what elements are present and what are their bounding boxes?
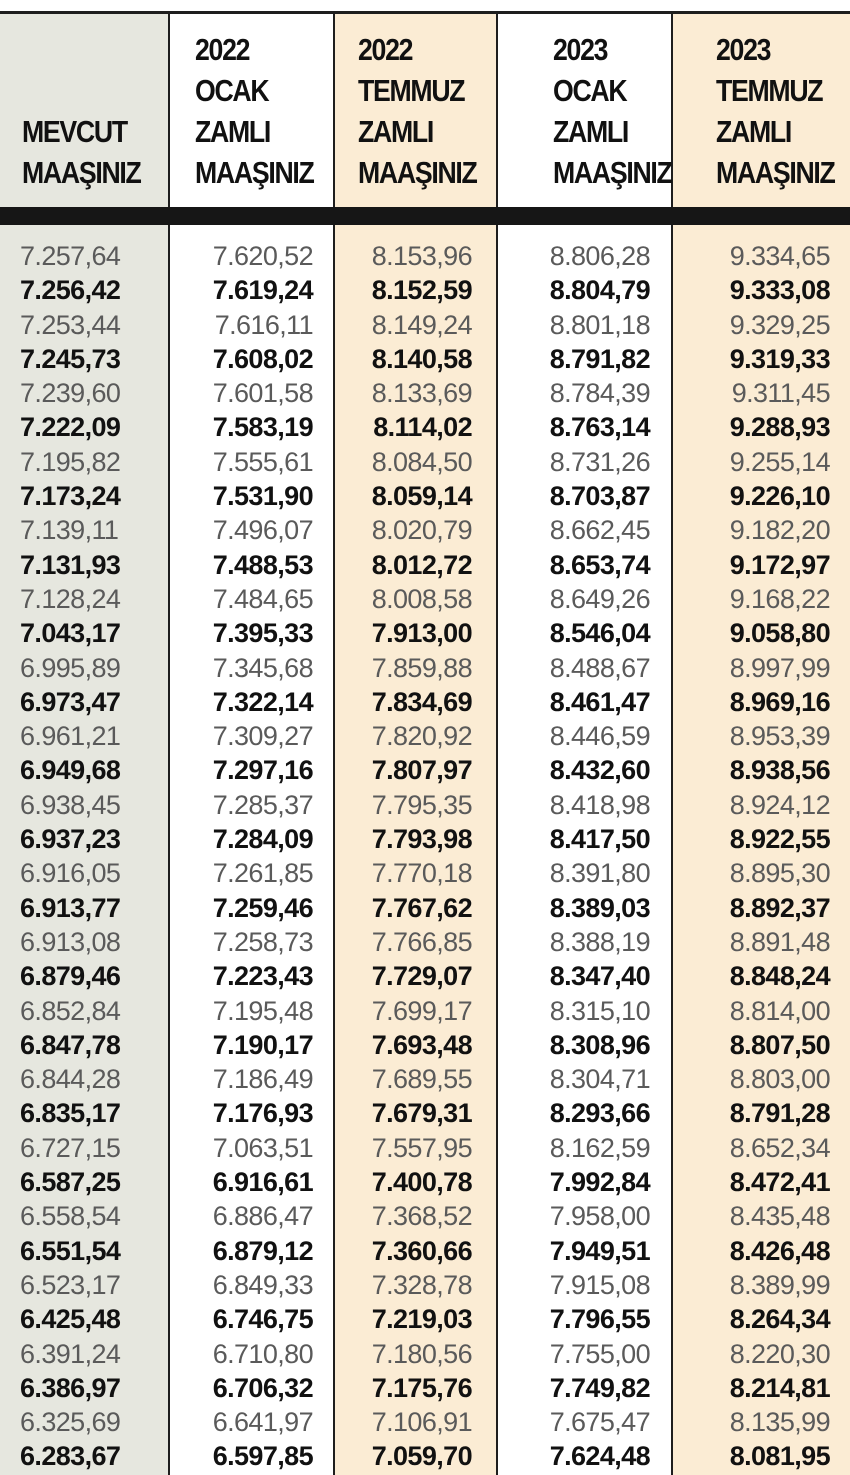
header-line: MAAŞINIZ — [195, 155, 314, 190]
table-cell: 8.149,24 — [371, 309, 472, 340]
table-cell: 8.315,10 — [549, 995, 650, 1026]
table-cell: 8.008,58 — [371, 583, 472, 614]
table-cell: 6.587,25 — [20, 1167, 121, 1198]
table-cell: 7.624,48 — [549, 1441, 650, 1472]
table-cell: 7.859,88 — [371, 652, 472, 683]
table-cell: 6.391,24 — [20, 1338, 121, 1369]
table-cell: 7.400,78 — [371, 1167, 472, 1198]
table-cell: 7.345,68 — [212, 652, 313, 683]
table-row — [0, 959, 850, 993]
table-row — [0, 925, 850, 959]
table-cell: 6.847,78 — [20, 1029, 121, 1060]
table-cell: 8.461,47 — [549, 686, 650, 717]
table-cell: 6.913,08 — [20, 926, 121, 957]
table-row — [0, 1028, 850, 1062]
table-cell: 8.924,12 — [729, 789, 830, 820]
table-cell: 7.699,17 — [371, 995, 472, 1026]
table-row — [0, 994, 850, 1028]
table-header — [0, 14, 850, 207]
table-cell: 7.128,24 — [20, 583, 121, 614]
table-row — [0, 1062, 850, 1096]
table-cell: 8.059,14 — [371, 481, 472, 512]
table-row — [0, 753, 850, 787]
table-row — [0, 616, 850, 650]
table-row — [0, 342, 850, 376]
table-cell: 6.949,68 — [20, 755, 121, 786]
table-row — [0, 1371, 850, 1405]
table-cell: 8.938,56 — [729, 755, 830, 786]
table-cell: 8.731,26 — [549, 446, 650, 477]
table-cell: 8.389,99 — [729, 1269, 830, 1300]
header-line: ZAMLI — [716, 114, 791, 149]
table-cell: 7.368,52 — [371, 1201, 472, 1232]
table-cell: 8.953,39 — [729, 721, 830, 752]
table-row — [0, 822, 850, 856]
table-row — [0, 308, 850, 342]
table-cell: 8.162,59 — [549, 1132, 650, 1163]
table-cell: 7.195,48 — [212, 995, 313, 1026]
table-cell: 7.180,56 — [371, 1338, 472, 1369]
table-cell: 8.997,99 — [729, 652, 830, 683]
table-cell: 8.892,37 — [729, 892, 830, 923]
table-cell: 7.601,58 — [212, 378, 313, 409]
table-cell: 8.264,34 — [729, 1304, 830, 1335]
table-cell: 8.081,95 — [729, 1441, 830, 1472]
table-cell: 8.703,87 — [549, 481, 650, 512]
table-cell: 8.922,55 — [729, 824, 830, 855]
header-line: ZAMLI — [358, 114, 433, 149]
table-row — [0, 651, 850, 685]
table-cell: 8.012,72 — [371, 549, 472, 580]
table-row — [0, 1131, 850, 1165]
header-line: 2023 — [553, 32, 608, 67]
table-cell: 8.220,30 — [729, 1338, 830, 1369]
table-cell: 7.131,93 — [20, 549, 121, 580]
table-row — [0, 1405, 850, 1439]
table-cell: 7.913,00 — [371, 618, 472, 649]
table-cell: 6.706,32 — [212, 1372, 313, 1403]
table-cell: 8.472,41 — [729, 1167, 830, 1198]
table-cell: 7.328,78 — [371, 1269, 472, 1300]
table-row — [0, 513, 850, 547]
table-cell: 6.916,61 — [212, 1167, 313, 1198]
table-cell: 8.446,59 — [549, 721, 650, 752]
table-cell: 7.693,48 — [371, 1029, 472, 1060]
table-cell: 8.801,18 — [549, 309, 650, 340]
table-cell: 7.297,16 — [212, 755, 313, 786]
header-line: TEMMUZ — [716, 73, 823, 108]
table-cell: 7.223,43 — [212, 961, 313, 992]
table-row — [0, 685, 850, 719]
table-cell: 7.915,08 — [549, 1269, 650, 1300]
table-cell: 8.848,24 — [729, 961, 830, 992]
header-line: MAAŞINIZ — [716, 155, 835, 190]
table-cell: 7.729,07 — [371, 961, 472, 992]
header-line: TEMMUZ — [358, 73, 465, 108]
table-cell: 6.523,17 — [20, 1269, 121, 1300]
table-row — [0, 1337, 850, 1371]
table-cell: 8.435,48 — [729, 1201, 830, 1232]
table-cell: 8.418,98 — [549, 789, 650, 820]
table-cell: 7.360,66 — [371, 1235, 472, 1266]
table-cell: 7.139,11 — [20, 515, 119, 546]
table-cell: 6.386,97 — [20, 1372, 121, 1403]
table-cell: 8.488,67 — [549, 652, 650, 683]
table-cell: 6.938,45 — [20, 789, 121, 820]
table-cell: 8.784,39 — [549, 378, 650, 409]
table-cell: 8.969,16 — [729, 686, 830, 717]
table-cell: 7.767,62 — [371, 892, 472, 923]
table-cell: 7.322,14 — [212, 686, 313, 717]
table-cell: 7.749,82 — [549, 1372, 650, 1403]
table-cell: 7.531,90 — [212, 481, 313, 512]
table-cell: 8.649,26 — [549, 583, 650, 614]
table-cell: 6.551,54 — [20, 1235, 121, 1266]
table-cell: 8.806,28 — [549, 241, 650, 271]
header-line: MEVCUT — [22, 114, 127, 149]
table-cell: 8.135,99 — [729, 1407, 830, 1438]
table-cell: 8.803,00 — [729, 1064, 830, 1095]
table-cell: 7.395,33 — [212, 618, 313, 649]
table-cell: 7.958,00 — [549, 1201, 650, 1232]
table-cell: 6.727,15 — [20, 1132, 121, 1163]
table-cell: 9.172,97 — [729, 549, 830, 580]
table-cell: 6.835,17 — [20, 1098, 121, 1129]
table-row — [0, 479, 850, 513]
table-cell: 8.546,04 — [549, 618, 650, 649]
table-cell: 7.484,65 — [212, 583, 313, 614]
table-cell: 8.114,02 — [373, 412, 472, 443]
table-cell: 9.333,08 — [729, 275, 830, 306]
table-cell: 7.488,53 — [212, 549, 313, 580]
table-cell: 6.597,85 — [212, 1441, 313, 1472]
table-cell: 9.319,33 — [729, 343, 830, 374]
header-line: OCAK — [195, 73, 269, 108]
table-cell: 6.913,77 — [20, 892, 121, 923]
table-row — [0, 548, 850, 582]
table-cell: 7.766,85 — [371, 926, 472, 957]
table-cell: 8.304,71 — [549, 1064, 650, 1095]
table-cell: 7.059,70 — [371, 1441, 472, 1472]
table-cell: 6.973,47 — [20, 686, 121, 717]
table-cell: 9.182,20 — [729, 515, 830, 546]
header-rule — [0, 207, 850, 225]
table-cell: 6.710,80 — [212, 1338, 313, 1369]
table-cell: 9.311,45 — [731, 378, 830, 409]
table-cell: 6.879,46 — [20, 961, 121, 992]
table-cell: 9.226,10 — [729, 481, 830, 512]
header-line: ZAMLI — [195, 114, 270, 149]
table-cell: 7.257,64 — [20, 241, 121, 271]
table-cell: 7.256,42 — [20, 275, 121, 306]
table-cell: 6.995,89 — [20, 652, 121, 683]
table-cell: 7.679,31 — [371, 1098, 472, 1129]
table-cell: 8.389,03 — [549, 892, 650, 923]
table-cell: 7.807,97 — [371, 755, 472, 786]
table-cell: 8.084,50 — [371, 446, 472, 477]
table-cell: 7.043,17 — [20, 618, 121, 649]
table-cell: 6.325,69 — [20, 1407, 121, 1438]
table-cell: 7.755,00 — [549, 1338, 650, 1369]
table-cell: 9.255,14 — [729, 446, 830, 477]
table-cell: 7.834,69 — [371, 686, 472, 717]
table-cell: 7.261,85 — [212, 858, 313, 889]
table-cell: 6.844,28 — [20, 1064, 121, 1095]
table-cell: 7.253,44 — [20, 309, 121, 340]
table-cell: 7.793,98 — [371, 824, 472, 855]
table-row — [0, 1268, 850, 1302]
table-cell: 6.283,67 — [20, 1441, 121, 1472]
table-cell: 7.620,52 — [212, 241, 313, 271]
table-cell: 8.807,50 — [729, 1029, 830, 1060]
table-cell: 7.063,51 — [212, 1132, 313, 1163]
table-cell: 8.133,69 — [371, 378, 472, 409]
table-cell: 8.814,00 — [729, 995, 830, 1026]
table-cell: 8.388,19 — [549, 926, 650, 957]
header-2023-ocak — [553, 14, 691, 207]
table-row — [0, 788, 850, 822]
table-cell: 7.496,07 — [212, 515, 313, 546]
table-cell: 6.852,84 — [20, 995, 121, 1026]
table-cell: 7.689,55 — [371, 1064, 472, 1095]
table-cell: 8.763,14 — [549, 412, 650, 443]
table-cell: 7.309,27 — [212, 721, 313, 752]
table-cell: 8.653,74 — [549, 549, 650, 580]
table-cell: 8.152,59 — [371, 275, 472, 306]
header-line: MAAŞINIZ — [358, 155, 477, 190]
table-cell: 8.662,45 — [549, 515, 650, 546]
table-row — [0, 410, 850, 444]
table-cell: 7.820,92 — [371, 721, 472, 752]
table-cell: 7.284,09 — [212, 824, 313, 855]
table-cell: 8.391,80 — [549, 858, 650, 889]
table-cell: 7.770,18 — [371, 858, 472, 889]
table-cell: 6.849,33 — [212, 1269, 313, 1300]
table-cell: 9.329,25 — [729, 309, 830, 340]
table-cell: 8.417,50 — [549, 824, 650, 855]
table-cell: 8.895,30 — [729, 858, 830, 889]
table-cell: 7.675,47 — [549, 1407, 650, 1438]
table-cell: 7.175,76 — [371, 1372, 472, 1403]
table-row — [0, 1096, 850, 1130]
table-cell: 7.583,19 — [212, 412, 313, 443]
table-row — [0, 719, 850, 753]
table-cell: 7.173,24 — [20, 481, 121, 512]
table-cell: 8.804,79 — [549, 275, 650, 306]
table-cell: 6.746,75 — [212, 1304, 313, 1335]
table-cell: 8.347,40 — [549, 961, 650, 992]
table-cell: 7.796,55 — [549, 1304, 650, 1335]
table-row — [0, 1302, 850, 1336]
table-cell: 6.916,05 — [20, 858, 121, 889]
header-line: OCAK — [553, 73, 627, 108]
table-cell: 8.791,82 — [549, 343, 650, 374]
table-cell: 6.937,23 — [20, 824, 121, 855]
table-cell: 6.641,97 — [212, 1407, 313, 1438]
table-cell: 8.652,34 — [729, 1132, 830, 1163]
table-cell: 7.239,60 — [20, 378, 121, 409]
header-2022-ocak — [195, 14, 333, 207]
table-row — [0, 1165, 850, 1199]
table-cell: 8.426,48 — [729, 1235, 830, 1266]
table-cell: 8.214,81 — [729, 1372, 830, 1403]
table-cell: 6.961,21 — [20, 721, 121, 752]
table-cell: 8.293,66 — [549, 1098, 650, 1129]
header-2023-temmuz — [716, 14, 850, 207]
table-cell: 8.432,60 — [549, 755, 650, 786]
header-line: MAAŞINIZ — [553, 155, 672, 190]
table-cell: 6.425,48 — [20, 1304, 121, 1335]
table-cell: 7.222,09 — [20, 412, 121, 443]
table-cell: 7.949,51 — [549, 1235, 650, 1266]
table-row — [0, 582, 850, 616]
table-cell: 7.190,17 — [212, 1029, 313, 1060]
table-cell: 7.219,03 — [371, 1304, 472, 1335]
table-row — [0, 856, 850, 890]
table-cell: 7.195,82 — [20, 446, 121, 477]
table-cell: 7.245,73 — [20, 343, 121, 374]
table-cell: 8.891,48 — [729, 926, 830, 957]
table-cell: 8.308,96 — [549, 1029, 650, 1060]
table-cell: 7.106,91 — [371, 1407, 472, 1438]
header-line: MAAŞINIZ — [22, 155, 141, 190]
table-cell: 8.020,79 — [371, 515, 472, 546]
header-line: ZAMLI — [553, 114, 628, 149]
table-cell: 7.616,11 — [214, 309, 313, 340]
table-row — [0, 273, 850, 307]
table-cell: 7.285,37 — [212, 789, 313, 820]
table-cell: 7.608,02 — [212, 343, 313, 374]
table-cell: 9.288,93 — [729, 412, 830, 443]
table-cell: 6.558,54 — [20, 1201, 121, 1232]
table-cell: 7.176,93 — [212, 1098, 313, 1129]
table-cell: 6.879,12 — [212, 1235, 313, 1266]
table-cell: 8.140,58 — [371, 343, 472, 374]
header-2022-temmuz — [358, 14, 496, 207]
table-cell: 7.258,73 — [212, 926, 313, 957]
table-row — [0, 445, 850, 479]
table-cell: 8.153,96 — [371, 241, 472, 271]
header-line: 2022 — [358, 32, 413, 67]
table-row — [0, 376, 850, 410]
header-line: 2022 — [195, 32, 250, 67]
table-cell: 7.795,35 — [371, 789, 472, 820]
table-cell: 9.058,80 — [729, 618, 830, 649]
table-cell: 9.334,65 — [729, 241, 830, 271]
table-cell: 7.186,49 — [212, 1064, 313, 1095]
table-cell: 8.791,28 — [729, 1098, 830, 1129]
header-mevcut — [22, 14, 160, 207]
table-cell: 7.555,61 — [212, 446, 313, 477]
table-cell: 9.168,22 — [729, 583, 830, 614]
table-cell: 7.619,24 — [212, 275, 313, 306]
header-line: 2023 — [716, 32, 771, 67]
table-row — [0, 1199, 850, 1233]
table-row — [0, 891, 850, 925]
table-cell: 7.259,46 — [212, 892, 313, 923]
table-cell: 7.557,95 — [371, 1132, 472, 1163]
table-body — [0, 239, 850, 1474]
table-row — [0, 239, 850, 273]
table-row — [0, 1439, 850, 1473]
table-cell: 7.992,84 — [549, 1167, 650, 1198]
table-cell: 6.886,47 — [212, 1201, 313, 1232]
table-row — [0, 1234, 850, 1268]
